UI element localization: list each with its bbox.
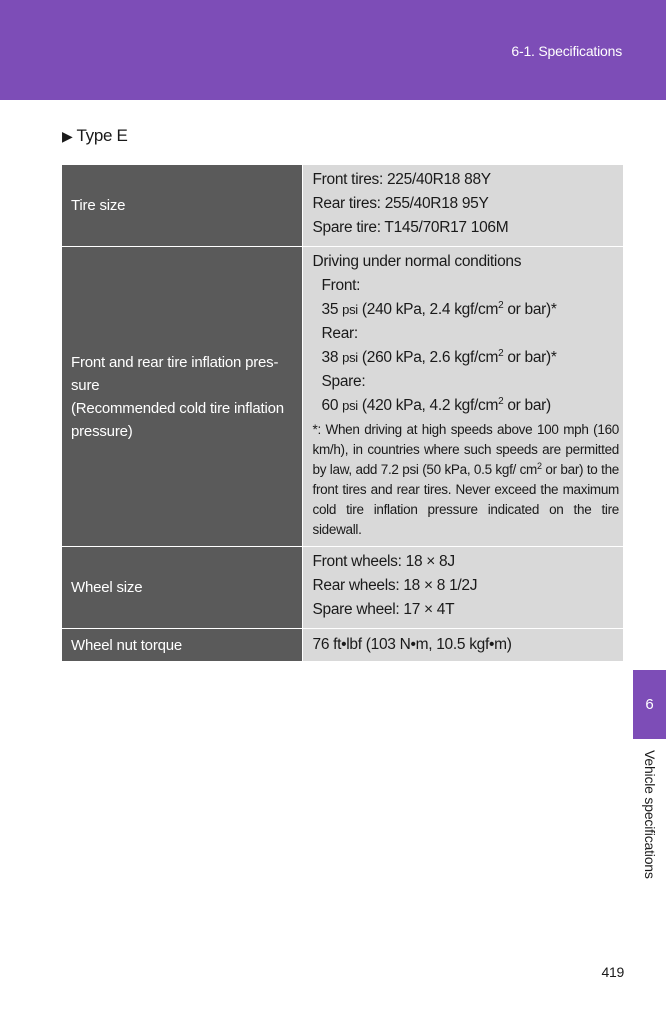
inflation-value [302,247,623,547]
inflation-label-line: pressure) [71,422,133,440]
torque-value: 76 ft•lbf (103 N•m, 10.5 kgf•m) [302,629,623,662]
header-band [0,0,666,100]
pressure-tail: or bar)* [507,301,557,318]
inflation-label [62,247,302,547]
pressure-number: 35 [321,301,339,318]
inflation-label-line: Front and rear tire inflation pres- [71,353,279,371]
inflation-label-line: sure [71,376,100,394]
section-heading-text: Type E [76,126,128,145]
high-speed-note [313,420,620,540]
note-text: *: When driving at high speeds above 100 mph (160 km/h), in countries where such speeds are permitted by law, add 7.2 psi (50 kPa, 0.5 kgf/ cm [312,422,619,477]
wheel-size-label: Wheel size [62,547,302,629]
superscript: 2 [498,396,504,407]
wheel-size-value [302,547,623,629]
section-title: 6-1. Specifications [511,43,622,59]
superscript: 2 [498,300,504,311]
rear-wheel-size: Rear wheels: 18 × 8 1/2J [312,577,478,594]
tire-size-label: Tire size [62,165,302,247]
pressure-tail: or bar) [507,397,551,414]
spare-pressure-value [313,394,620,418]
tire-size-value [302,165,623,247]
rear-tire-size: Rear tires: 255/40R18 95Y [312,195,489,212]
inflation-label-line: (Recommended cold tire inflation [71,399,284,417]
table-row-tire-size [62,165,623,247]
pressure-unit: psi [342,350,358,365]
table-row-torque [62,629,623,662]
table-row-inflation [62,247,623,547]
torque-label: Wheel nut torque [62,629,302,662]
front-pressure-label: Front: [321,277,361,294]
pressure-unit: psi [342,398,358,413]
pressure-number: 38 [321,349,339,366]
table-row-wheel-size [62,547,623,629]
pressure-detail: (240 kPa, 2.4 kgf/cm [361,301,499,318]
spare-wheel-size: Spare wheel: 17 × 4T [312,601,455,618]
rear-pressure-value [313,346,620,370]
pressure-detail: (420 kPa, 4.2 kgf/cm [361,397,499,414]
pressure-unit: psi [342,302,358,317]
chapter-tab[interactable]: 6 [633,670,666,739]
superscript: 2 [537,461,542,471]
pressure-detail: (260 kPa, 2.6 kgf/cm [361,349,499,366]
rear-pressure-label: Rear: [321,325,358,342]
section-heading [62,126,128,146]
front-wheel-size: Front wheels: 18 × 8J [312,553,455,570]
driving-condition: Driving under normal conditions [312,253,522,270]
pressure-tail: or bar)* [507,349,557,366]
spare-tire-size: Spare tire: T145/70R17 106M [312,219,509,236]
spare-pressure-label: Spare: [321,373,366,390]
specifications-table [62,165,623,662]
note-text: or bar) to the front tires and rear tires. Never exceed the maximum cold tire inflation pressure indicated on the tire sidewall. [312,462,620,537]
chapter-caption: Vehicle specifications [642,750,658,879]
pressure-number: 60 [321,397,339,414]
page-number: 419 [601,964,624,980]
front-pressure-value [313,298,620,322]
superscript: 2 [498,348,504,359]
right-triangle-icon: ▶ [62,128,73,144]
front-tire-size: Front tires: 225/40R18 88Y [312,171,491,188]
